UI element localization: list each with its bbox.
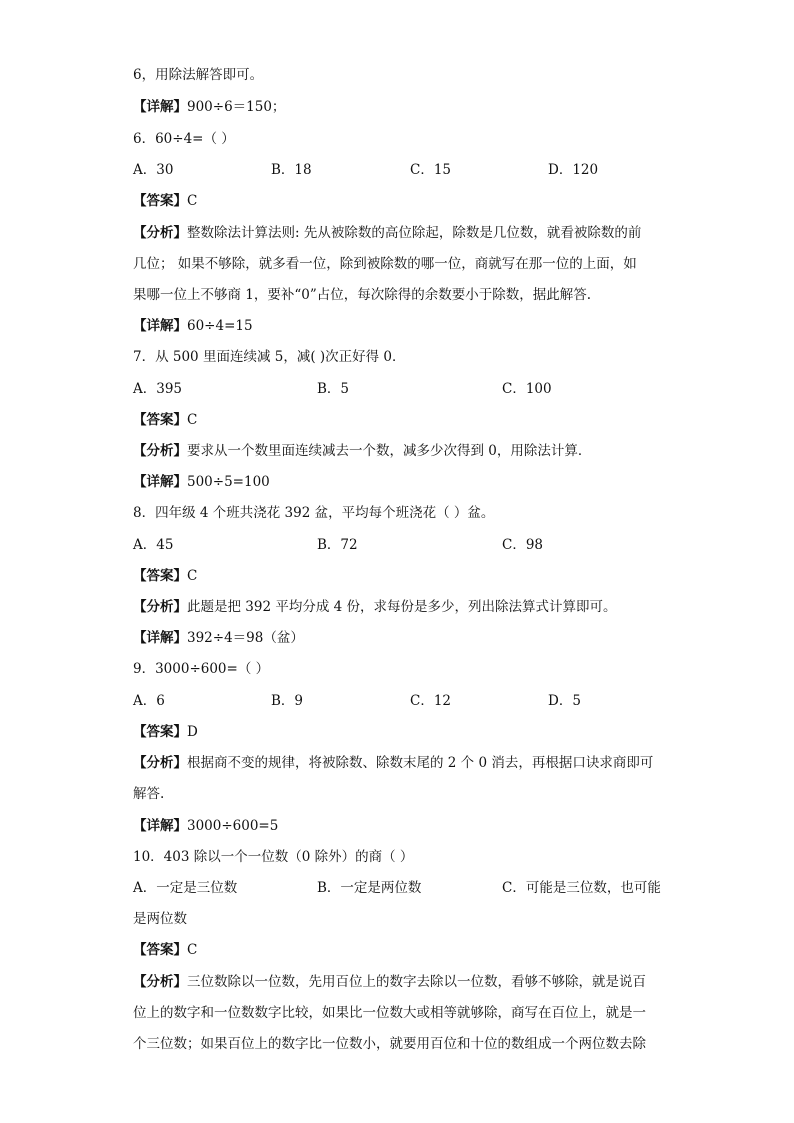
option-b: B．18 bbox=[271, 162, 312, 178]
detail-line: 【详解】900÷6＝150； bbox=[133, 99, 286, 115]
option-c: C．100 bbox=[502, 381, 552, 397]
analysis-line: 【分析】此题是把 392 平均分成 4 份，求每份是多少，列出除法算式计算即可。 bbox=[133, 599, 617, 615]
option-d: D．120 bbox=[548, 162, 599, 178]
question-9: 9．3000÷600=（ ） bbox=[133, 661, 270, 677]
analysis-line: 位上的数字和一位数数字比较，如果比一位数大或相等就够除，商写在百位上，就是一 bbox=[133, 1005, 646, 1021]
answer-line: 【答案】C bbox=[133, 942, 198, 958]
question-8: 8．四年级 4 个班共浇花 392 盆，平均每个班浇花（ ）盆。 bbox=[133, 505, 495, 521]
option-a: A．6 bbox=[133, 693, 165, 709]
option-a: A．45 bbox=[133, 537, 174, 553]
option-d: D．5 bbox=[548, 693, 581, 709]
analysis-line: 【分析】三位数除以一位数，先用百位上的数字去除以一位数，看够不够除，就是说百 bbox=[133, 974, 646, 990]
answer-line: 【答案】C bbox=[133, 412, 198, 428]
analysis-line: 果哪一位上不够商 1，要补“0”占位，每次除得的余数要小于除数，据此解答. bbox=[133, 287, 592, 303]
analysis-line: 几位； 如果不够除，就多看一位，除到被除数的哪一位，商就写在那一位的上面，如 bbox=[133, 256, 637, 272]
option-b: B．72 bbox=[317, 537, 358, 553]
analysis-line: 解答. bbox=[133, 786, 165, 802]
question-6: 6．60÷4=（ ） bbox=[133, 131, 235, 147]
answer-line: 【答案】C bbox=[133, 193, 198, 209]
analysis-line: 【分析】要求从一个数里面连续减去一个数，减多少次得到 0，用除法计算． bbox=[133, 443, 592, 459]
detail-line: 【详解】392÷4＝98（盆） bbox=[133, 630, 304, 646]
answer-line: 【答案】D bbox=[133, 724, 198, 740]
question-10: 10．403 除以一个一位数（0 除外）的商（ ） bbox=[133, 849, 414, 865]
analysis-line: 【分析】整数除法计算法则: 先从被除数的高位除起，除数是几位数，就看被除数的前 bbox=[133, 225, 642, 241]
detail-line: 【详解】500÷5=100 bbox=[133, 474, 270, 490]
option-b: B．5 bbox=[317, 381, 350, 397]
question-7: 7．从 500 里面连续减 5，减( )次正好得 0． bbox=[133, 349, 406, 365]
option-c-continued: 是两位数 bbox=[133, 911, 187, 927]
detail-line: 【详解】60÷4=15 bbox=[133, 318, 253, 334]
option-a: A．一定是三位数 bbox=[133, 880, 238, 896]
option-a: A．395 bbox=[133, 381, 183, 397]
option-b: B．9 bbox=[271, 693, 304, 709]
option-c: C．98 bbox=[502, 537, 544, 553]
detail-line: 【详解】3000÷600=5 bbox=[133, 818, 279, 834]
option-b: B．一定是两位数 bbox=[317, 880, 422, 896]
analysis-line: 【分析】根据商不变的规律，将被除数、除数末尾的 2 个 0 消去，再根据口诀求商即可 bbox=[133, 755, 654, 771]
option-c: C．15 bbox=[410, 162, 452, 178]
option-c: C．可能是三位数，也可能 bbox=[502, 880, 661, 896]
option-c: C．12 bbox=[410, 693, 452, 709]
analysis-line: 个三位数；如果百位上的数字比一位数小，就要用百位和十位的数组成一个两位数去除 bbox=[133, 1036, 646, 1052]
detail-tag: 【详解】 bbox=[133, 99, 187, 115]
answer-line: 【答案】C bbox=[133, 568, 198, 584]
text-line: 6，用除法解答即可。 bbox=[133, 67, 264, 83]
option-a: A．30 bbox=[133, 162, 174, 178]
